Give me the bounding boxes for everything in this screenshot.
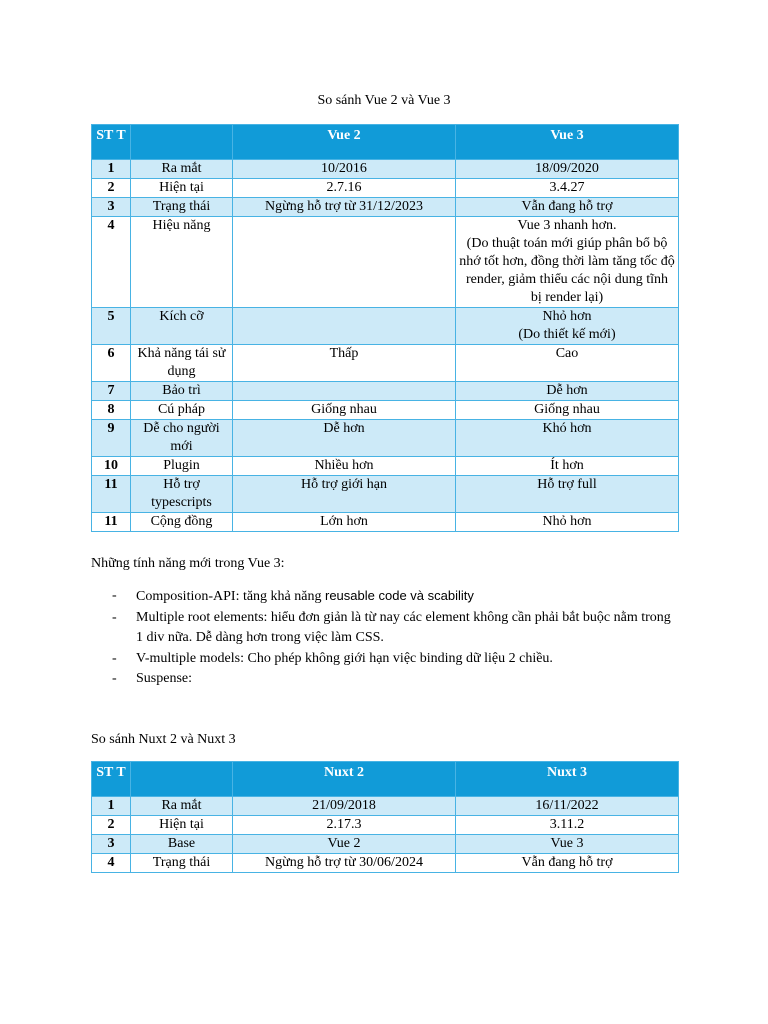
- table-row: [92, 382, 679, 401]
- cell-version-a: Hỗ trợ giới hạn: [233, 476, 456, 513]
- cell-version-b: Dễ hơn: [456, 382, 679, 401]
- cell-feature: Trạng thái: [131, 198, 233, 217]
- vue-comparison-table: [91, 124, 679, 532]
- cell-version-b: Vẫn đang hỗ trợ: [456, 854, 679, 873]
- table-row: [92, 345, 679, 382]
- table-row: [92, 797, 679, 816]
- header-feature: [131, 125, 233, 160]
- cell-feature: Cú pháp: [131, 401, 233, 420]
- cell-version-b: Hỗ trợ full: [456, 476, 679, 513]
- table-row: [92, 217, 679, 308]
- header-nuxt2: Nuxt 2: [233, 762, 456, 797]
- cell-stt: 11: [92, 476, 131, 513]
- header-stt: ST T: [92, 125, 131, 160]
- header-vue3: Vue 3: [456, 125, 679, 160]
- cell-stt: 11: [92, 513, 131, 532]
- cell-feature: Plugin: [131, 457, 233, 476]
- cell-version-b: Nhỏ hơn (Do thiết kế mới): [456, 308, 679, 345]
- vue-comparison-title: So sánh Vue 2 và Vue 3: [317, 93, 451, 108]
- cell-stt: 2: [92, 179, 131, 198]
- cell-stt: 3: [92, 835, 131, 854]
- table-row: [92, 179, 679, 198]
- list-item: [112, 669, 672, 690]
- cell-version-a: Ngừng hỗ trợ từ 31/12/2023: [233, 198, 456, 217]
- cell-feature: Bảo trì: [131, 382, 233, 401]
- feature-text-sans: reusable code và scability: [325, 588, 474, 603]
- cell-feature: Cộng đồng: [131, 513, 233, 532]
- cell-stt: 3: [92, 198, 131, 217]
- cell-version-a: Thấp: [233, 345, 456, 382]
- table-row: [92, 476, 679, 513]
- cell-stt: 4: [92, 854, 131, 873]
- cell-version-a: [233, 382, 456, 401]
- features-heading: Những tính năng mới trong Vue 3:: [91, 556, 285, 571]
- cell-feature: Trạng thái: [131, 854, 233, 873]
- header-stt: ST T: [92, 762, 131, 797]
- header-feature: [131, 762, 233, 797]
- cell-version-b: 3.11.2: [456, 816, 679, 835]
- table-row: [92, 198, 679, 217]
- cell-version-a: Lớn hơn: [233, 513, 456, 532]
- cell-feature: Kích cỡ: [131, 308, 233, 345]
- cell-version-b: Cao: [456, 345, 679, 382]
- cell-stt: 7: [92, 382, 131, 401]
- cell-version-b: Vẫn đang hỗ trợ: [456, 198, 679, 217]
- nuxt-comparison-title: So sánh Nuxt 2 và Nuxt 3: [91, 732, 236, 747]
- cell-version-b: Khó hơn: [456, 420, 679, 457]
- table-header-row: [92, 125, 679, 160]
- cell-version-a: [233, 217, 456, 308]
- table-row: [92, 816, 679, 835]
- table-row: [92, 854, 679, 873]
- cell-version-a: Vue 2: [233, 835, 456, 854]
- cell-feature: Hiện tại: [131, 179, 233, 198]
- cell-stt: 10: [92, 457, 131, 476]
- table-row: [92, 160, 679, 179]
- cell-version-b: Giống nhau: [456, 401, 679, 420]
- cell-stt: 9: [92, 420, 131, 457]
- cell-version-a: 21/09/2018: [233, 797, 456, 816]
- cell-stt: 6: [92, 345, 131, 382]
- header-vue2: Vue 2: [233, 125, 456, 160]
- cell-stt: 1: [92, 160, 131, 179]
- cell-version-b: 16/11/2022: [456, 797, 679, 816]
- cell-version-a: Nhiều hơn: [233, 457, 456, 476]
- cell-version-b: Ít hơn: [456, 457, 679, 476]
- cell-version-a: 10/2016: [233, 160, 456, 179]
- features-list: [112, 586, 672, 690]
- cell-version-b: Vue 3: [456, 835, 679, 854]
- nuxt-comparison-table: [91, 761, 679, 873]
- cell-stt: 5: [92, 308, 131, 345]
- feature-text: Composition-API: tăng khả năng: [136, 589, 325, 604]
- cell-feature: Hiệu năng: [131, 217, 233, 308]
- table-header-row: [92, 762, 679, 797]
- cell-feature: Hỗ trợ typescripts: [131, 476, 233, 513]
- cell-version-a: 2.7.16: [233, 179, 456, 198]
- table-row: [92, 401, 679, 420]
- cell-stt: 1: [92, 797, 131, 816]
- cell-version-b: 3.4.27: [456, 179, 679, 198]
- table-row: [92, 457, 679, 476]
- cell-version-a: [233, 308, 456, 345]
- cell-feature: Dễ cho người mới: [131, 420, 233, 457]
- cell-version-a: 2.17.3: [233, 816, 456, 835]
- table-row: [92, 420, 679, 457]
- table-row: [92, 513, 679, 532]
- cell-version-b: Nhỏ hơn: [456, 513, 679, 532]
- feature-text: Multiple root elements: hiểu đơn giản là từ nay các element không cần phải bắt buộc nằm trong 1 div nữa. Dễ dàng hơn trong việc làm CSS.: [136, 609, 671, 645]
- feature-text: V-multiple models: Cho phép không giới hạn việc binding dữ liệu 2 chiều.: [136, 650, 553, 666]
- cell-version-b: Vue 3 nhanh hơn. (Do thuật toán mới giúp phân bổ bộ nhớ tốt hơn, đồng thời làm tăng tốc độ render, giảm thiểu các nội dung tĩnh bị render lại): [456, 217, 679, 308]
- cell-version-a: Ngừng hỗ trợ từ 30/06/2024: [233, 854, 456, 873]
- cell-stt: 4: [92, 217, 131, 308]
- cell-feature: Ra mắt: [131, 160, 233, 179]
- list-item: [112, 586, 672, 608]
- cell-version-a: Dễ hơn: [233, 420, 456, 457]
- table-row: [92, 835, 679, 854]
- cell-version-a: Giống nhau: [233, 401, 456, 420]
- cell-stt: 2: [92, 816, 131, 835]
- table-row: [92, 308, 679, 345]
- cell-feature: Hiện tại: [131, 816, 233, 835]
- cell-feature: Khả năng tái sử dụng: [131, 345, 233, 382]
- cell-version-b: 18/09/2020: [456, 160, 679, 179]
- cell-feature: Ra mắt: [131, 797, 233, 816]
- list-item: [112, 649, 672, 670]
- header-nuxt3: Nuxt 3: [456, 762, 679, 797]
- cell-stt: 8: [92, 401, 131, 420]
- cell-feature: Base: [131, 835, 233, 854]
- feature-text: Suspense:: [136, 671, 192, 686]
- list-item: [112, 608, 672, 649]
